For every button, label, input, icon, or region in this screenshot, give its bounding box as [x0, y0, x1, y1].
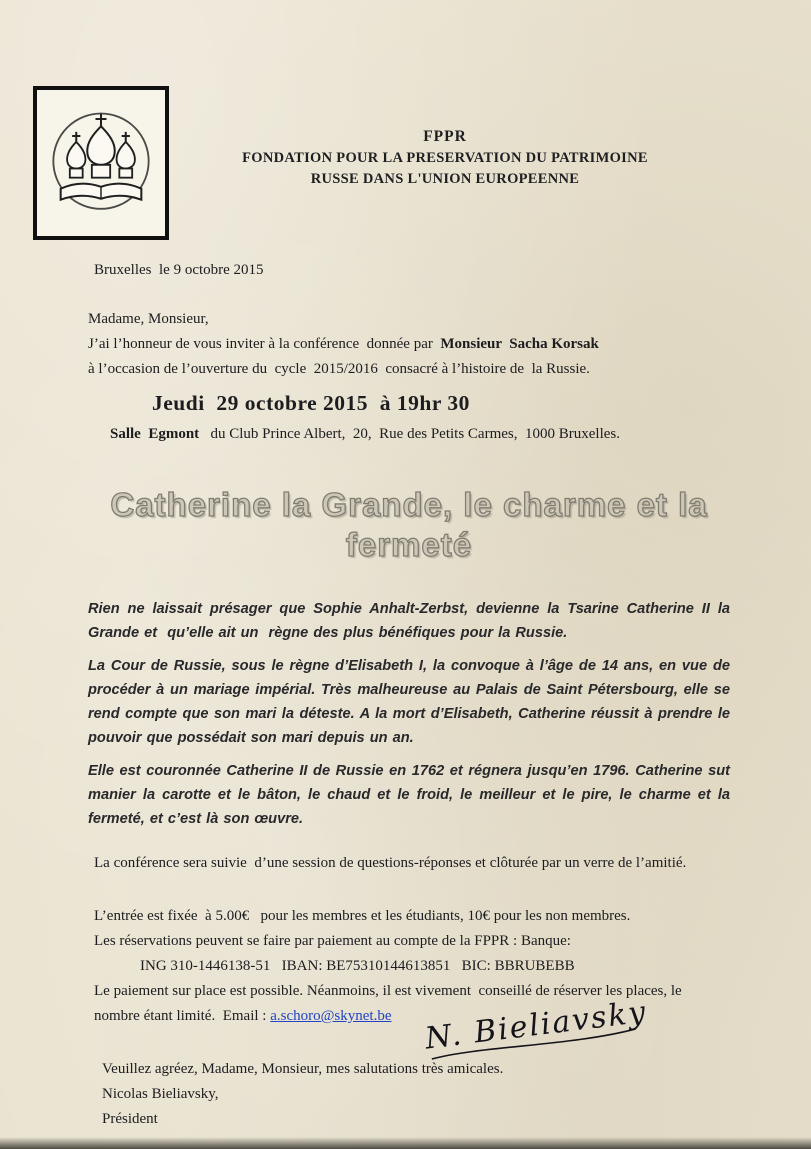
org-name-line1: FONDATION POUR LA PRESERVATION DU PATRIMOINE — [242, 150, 648, 166]
signer-name: Nicolas Bieliavsky, — [102, 1086, 219, 1102]
venue-room: Salle Egmont — [110, 426, 200, 442]
valediction: Veuillez agréez, Madame, Monsieur, mes salutations très amicales. — [102, 1061, 504, 1077]
qa-session-note: La conférence sera suivie d’une session de questions-réponses et clôturée par un verre de l’amitié. — [94, 855, 687, 871]
lecture-abstract — [88, 597, 736, 831]
salutation: Madame, Monsieur, — [88, 311, 209, 327]
org-name-line2: RUSSE DANS L'UNION EUROPEENNE — [310, 171, 580, 187]
abstract-paragraph-3: Elle est couronnée Catherine II de Russie en 1762 et régnera jusqu’en 1796. Catherine sut manier la carotte et le bâton, le chaud et le froid, le meilleur et le pire, le charme et la fermeté, et c’est là son œuvre. — [88, 763, 736, 827]
lecture-title: Catherine la Grande, le charme et la fermeté — [110, 486, 718, 563]
venue-address: du Club Prince Albert, 20, Rue des Petits Carmes, 1000 Bruxelles. — [199, 426, 620, 442]
scan-bottom-edge — [0, 1137, 811, 1149]
venue-line — [88, 422, 730, 447]
contact-email-link[interactable]: a.schoro@skynet.be — [270, 1008, 392, 1024]
fppr-logo-box — [33, 86, 169, 240]
church-domes-logo-icon — [46, 100, 156, 226]
abstract-paragraph-1: Rien ne laissait présager que Sophie Anhalt-Zerbst, devienne la Tsarine Catherine II la Grande et qu’elle ait un règne des plus bénéfiques pour la Russie. — [88, 601, 736, 641]
dateline: Bruxelles le 9 octobre 2015 — [94, 262, 264, 278]
reservation-note: Les réservations peuvent se faire par paiement au compte de la FPPR : Banque: — [94, 933, 571, 949]
org-abbreviation: FPPR — [423, 128, 467, 145]
event-datetime: Jeudi 29 octobre 2015 à 19hr 30 — [152, 391, 470, 415]
entry-price: L’entrée est fixée à 5.00€ pour les membres et les étudiants, 10€ pour les non membres. — [94, 908, 631, 924]
intro-line1-text: J’ai l’honneur de vous inviter à la conférence donnée par — [88, 336, 441, 352]
bank-details: ING 310-1446138-51 IBAN: BE75310144613851 BIC: BBRUBEBB — [140, 958, 575, 974]
intro-line2: à l’occasion de l’ouverture du cycle 2015/2016 consacré à l’histoire de la Russie. — [88, 361, 590, 377]
signer-title: Président — [102, 1111, 158, 1127]
abstract-paragraph-2: La Cour de Russie, sous le règne d’Elisabeth I, la convoque à l’âge de 14 ans, en vue de procéder à un mariage impérial. Très malheureuse au Palais de Saint Pétersbourg, elle se rend compte que son mari la déteste. A la mort d’Elisabeth, Catherine réussit à prendre le pouvoir que possédait son mari depuis un an. — [88, 658, 736, 746]
speaker-name: Monsieur Sacha Korsak — [440, 336, 599, 352]
signature-text: N. Bieliavsky — [423, 994, 650, 1057]
payment-note-text: Le paiement sur place est possible. Néanmoins, il est vivement conseillé de réserver les places, le nombre étant limité. Email : — [94, 983, 686, 1024]
intro-line1 — [88, 332, 730, 357]
letterhead — [185, 128, 705, 188]
